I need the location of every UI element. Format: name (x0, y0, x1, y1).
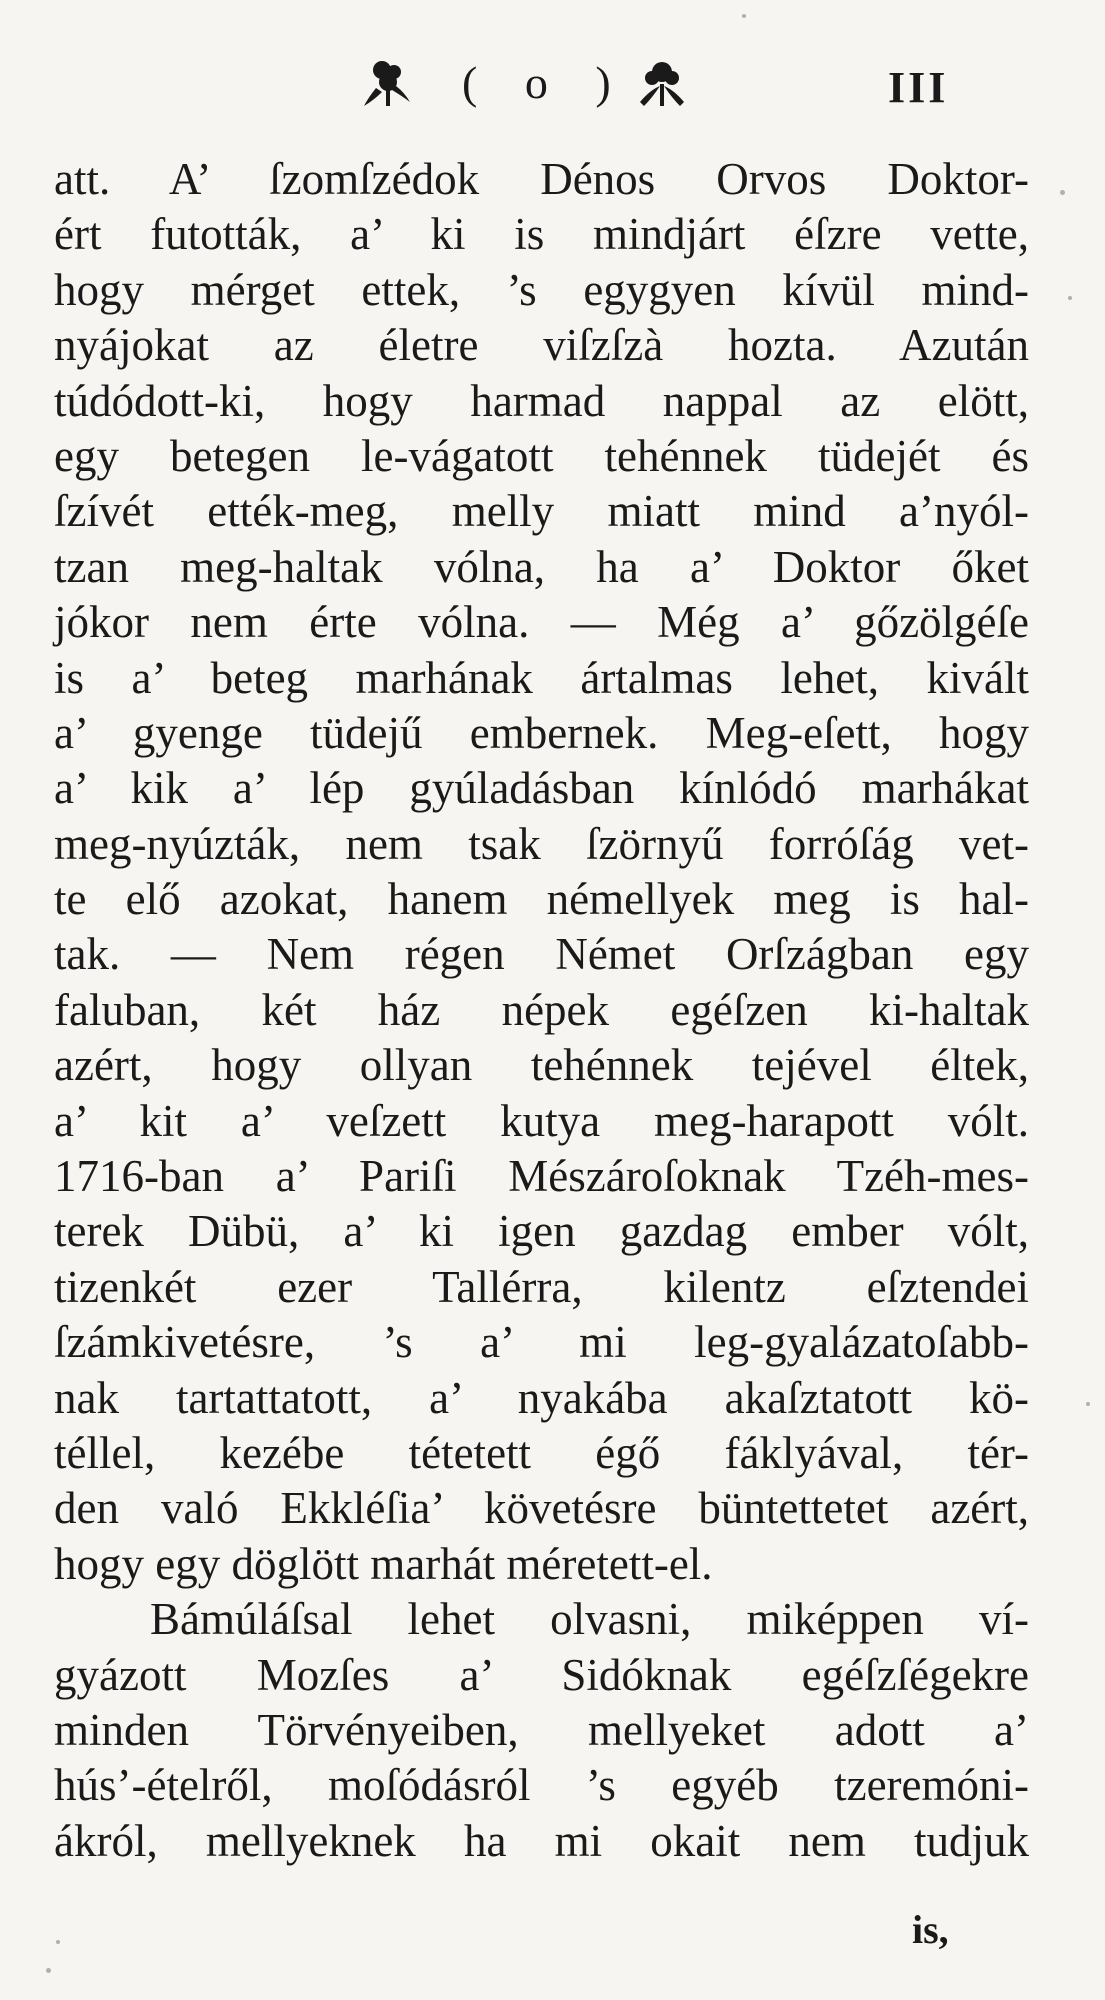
text-line: minden Törvényeiben, mellyeket adott a’ (54, 1704, 1029, 1755)
text-line: a’ kit a’ veſzett kutya meg-harapott vólt. (54, 1095, 1029, 1146)
paragraph-start-line: Bámúláſsal lehet olvasni, miképpen ví- (150, 1594, 1029, 1645)
paper-speck (46, 1968, 51, 1973)
text-line: ért futották, a’ ki is mindjárt éſzre vette, (54, 209, 1029, 260)
text-line: a’ kik a’ lép gyúladásban kínlódó marhákat (54, 763, 1029, 814)
text-line: gyázott Mozſes a’ Sidóknak egéſzſégekre (54, 1649, 1029, 1700)
text-line: túdódott-ki, hogy harmad nappal az elött, (54, 375, 1029, 426)
page-number: III (888, 63, 949, 112)
text-line: téllel, kezébe tétetett égő fáklyával, tér- (54, 1427, 1029, 1478)
text-line: hogy mérget ettek, ’s egygyen kívül mind- (54, 264, 1029, 315)
text-line: nak tartattatott, a’ nyakába akaſztatott kö- (54, 1372, 1029, 1423)
text-line: att. A’ ſzomſzédok Dénos Orvos Doktor- (54, 154, 1029, 204)
text-line: ákról, mellyeknek ha mi okait nem tudjuk (54, 1815, 1029, 1866)
paper-speck (56, 1940, 60, 1944)
text-line: meg-nyúzták, nem tsak ſzörnyű forróſág vet- (54, 818, 1029, 869)
text-line: ſzámkivetésre, ’s a’ mi leg-gyalázatoſabb- (54, 1317, 1029, 1368)
text-line: den való Ekkléſia’ követésre büntettetet azért, (54, 1483, 1029, 1534)
text-line: hús’-ételről, moſódásról ’s egyéb tzeremóni- (54, 1760, 1029, 1811)
text-line: te elő azokat, hanem némellyek meg is hal- (54, 874, 1029, 925)
folio-mark: ( o ) (462, 57, 629, 108)
text-line: jókor nem érte vólna. — Még a’ gőzölgéſe (54, 597, 1029, 648)
text-line: tak. — Nem régen Német Orſzágban egy (54, 929, 1029, 980)
paper-speck (1068, 296, 1072, 300)
text-line: 1716-ban a’ Pariſi Mészároſoknak Tzéh-mes- (54, 1151, 1029, 1202)
text-line: tizenkét ezer Tallérra, kilentz eſztendei (54, 1261, 1029, 1312)
text-line: faluban, két ház népek egéſzen ki-haltak (54, 984, 1029, 1035)
text-line: a’ gyenge tüdejű embernek. Meg-eſett, hogy (54, 707, 1029, 758)
paper-speck (742, 14, 746, 18)
paper-speck (1086, 1402, 1090, 1406)
floral-ornament-icon (358, 52, 418, 112)
floral-ornament-icon (632, 52, 692, 112)
text-line: egy betegen le-vágatott tehénnek tüdejét és (54, 430, 1029, 481)
text-line: terek Dübü, a’ ki igen gazdag ember vólt, (54, 1206, 1029, 1257)
page-header (0, 52, 1105, 122)
text-line: tzan meg-haltak vólna, ha a’ Doktor őket (54, 541, 1029, 592)
catchword: is, (912, 1907, 949, 1952)
text-line: nyájokat az életre viſzſzà hozta. Azután (54, 320, 1029, 371)
text-line: azért, hogy ollyan tehénnek tejével éltek, (54, 1040, 1029, 1091)
text-line: ſzívét ették-meg, melly miatt mind a’nyól- (54, 486, 1029, 537)
text-line: is a’ beteg marhának ártalmas lehet, kivált (54, 652, 1029, 703)
paragraph-end-line: hogy egy döglött marhát méretett-el. (54, 1538, 713, 1589)
paper-speck (1060, 190, 1065, 195)
body-text (54, 152, 1029, 1869)
